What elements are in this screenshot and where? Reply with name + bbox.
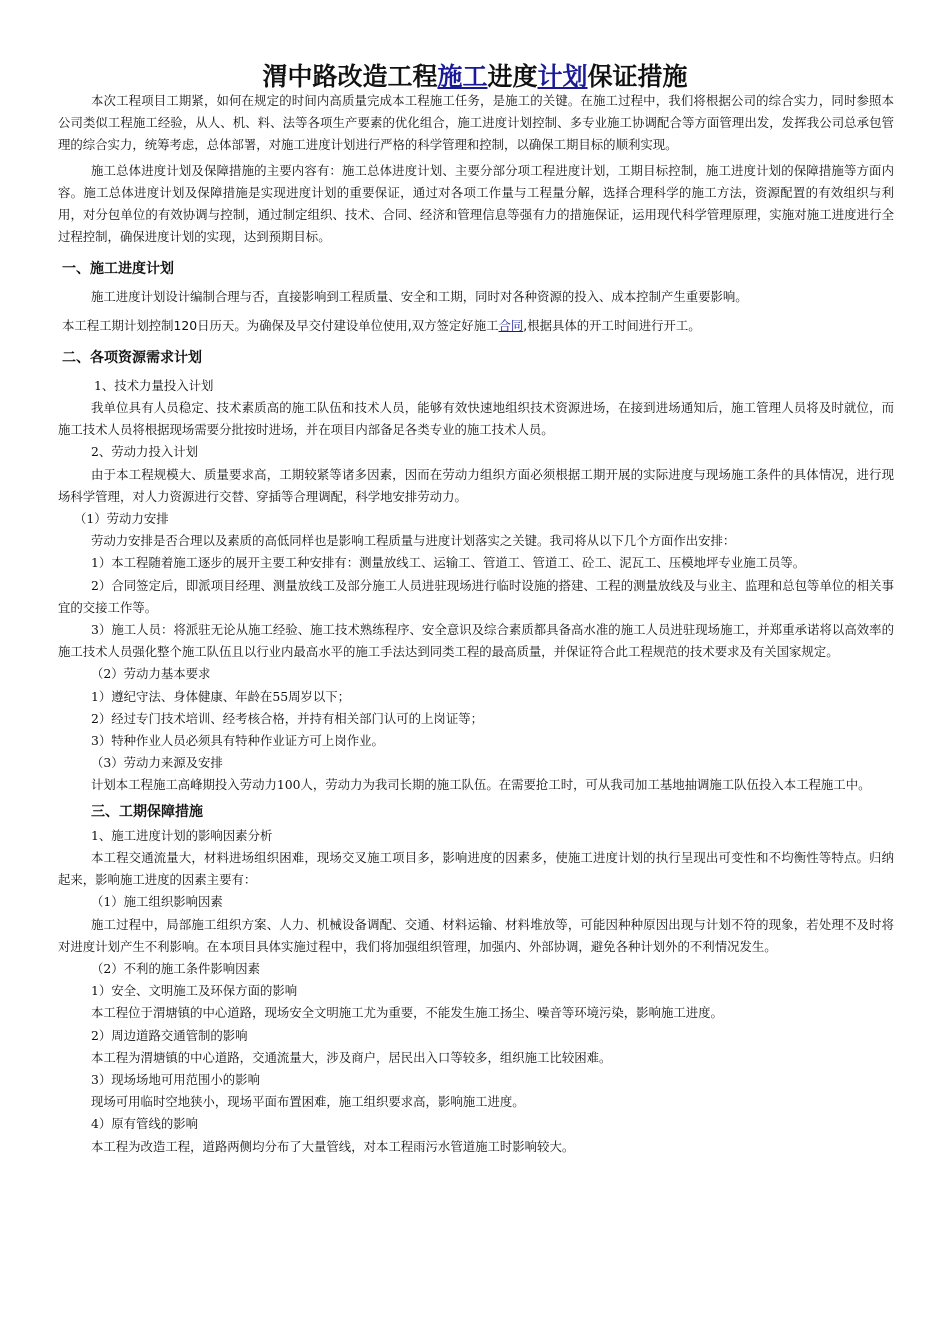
document-body [58, 90, 894, 1158]
page-title [0, 60, 950, 94]
section-3-sub-1-paragraph: 本工程交通流量大，材料进场组织困难，现场交叉施工项目多，影响进度的因素多，使施工进度计划的执行呈现出可变性和不均衡性等特点。归纳起来，影响施工进度的因素主要有： [58, 849, 894, 888]
intro-paragraph-2: 施工总体进度计划及保障措施的主要内容有：施工总体进度计划、主要分部分项工程进度计划，工期目标控制，施工进度计划的保障措施等方面内容。施工总体进度计划及保障措施是实现进度计划的重要保证，通过对各项工作量与工程量分解，选择合理科学的施工方法，资源配置的有效组织与利用，对分包单位的有效协调与控制，通过制定组织、技术、合同、经济和管理信息等强有力的措施保证，运用现代科学管理原理，实施对施工进度进行全过程控制，确保进度计划的实现，达到预期目标。 [58, 162, 894, 245]
labor-source-paragraph: 计划本工程施工高峰期投入劳动力100人，劳动力为我司长期的施工队伍。在需要抢工时，可从我司加工基地抽调施工队伍投入本工程施工中。 [91, 777, 871, 793]
factor-2-title: （2）不利的施工条件影响因素 [91, 960, 260, 976]
labor-arrangement-title: （1）劳动力安排 [74, 511, 169, 527]
title-part-2: 进度 [487, 62, 538, 91]
section-2-sub-1-title: 1、技术力量投入计划 [94, 377, 214, 393]
section-2-sub-2-title: 2、劳动力投入计划 [91, 444, 199, 460]
factor-2-2-paragraph: 本工程为渭塘镇的中心道路，交通流量大，涉及商户，居民出入口等较多，组织施工比较困难。 [91, 1049, 612, 1065]
section-2-heading: 二、各项资源需求计划 [62, 349, 202, 366]
factor-2-1-title: 1）安全、文明施工及环保方面的影响 [91, 983, 298, 999]
section-3-heading: 三、工期保障措施 [91, 803, 203, 820]
labor-arrangement-item-3: 3）施工人员：将派驻无论从施工经验、施工技术熟练程序、安全意识及综合素质都具备高水准的施工人员进驻现场施工，并郑重承诺将以高效率的施工技术人员强化整个施工队伍且以行业内最高水平的施工手法达到同类工程的最高质量，并保证符合此工程规范的技术要求及有关国家规定。 [58, 622, 894, 660]
intro-paragraph-1: 本次工程项目工期紧，如何在规定的时间内高质量完成本工程施工任务，是施工的关键。在施工过程中，我们将根据公司的综合实力，同时参照本公司类似工程施工经验，从人、机、料、法等各项生产要素的优化组合，施工进度计划控制、多专业施工协调配合等方面管理出发，发挥我公司总承包管理的综合实力，统筹考虑，总体部署，对施工进度计划进行严格的科学管理和控制，以确保工期目标的顺利实现。 [58, 93, 894, 153]
section-3-sub-1-title: 1、施工进度计划的影响因素分析 [91, 827, 273, 843]
title-part-3: 保证措施 [587, 62, 688, 91]
labor-requirements-item-1: 1）遵纪守法、身体健康、年龄在55周岁以下； [91, 688, 351, 704]
factor-2-4-title: 4）原有管线的影响 [91, 1116, 199, 1132]
contract-link[interactable]: 合同 [498, 317, 524, 333]
section-1-heading: 一、施工进度计划 [62, 261, 174, 278]
factor-2-1-paragraph: 本工程位于渭塘镇的中心道路，现场安全文明施工尤为重要，不能发生施工扬尘、噪音等环境污染，影响施工进度。 [91, 1005, 723, 1021]
labor-source-title: （3）劳动力来源及安排 [91, 755, 223, 771]
labor-requirements-title: （2）劳动力基本要求 [91, 666, 211, 682]
section-2-sub-2-paragraph: 由于本工程规模大、质量要求高，工期较紧等诸多因素，因而在劳动力组织方面必须根据工期开展的实际进度与现场施工条件的具体情况，进行现场科学管理，对人力资源进行交替、穿插等合理调配，科学地安排劳动力。 [58, 466, 894, 504]
factor-1-title: （1）施工组织影响因素 [91, 894, 223, 910]
section-1-p2-text-a: 本工程工期计划控制120日历天。为确保及早交付建设单位使用,双方签定好施工 [62, 317, 499, 333]
title-link-plan[interactable]: 计划 [537, 62, 588, 91]
title-part-1: 渭中路改造工程 [262, 62, 438, 91]
factor-2-3-title: 3）现场场地可用范围小的影响 [91, 1071, 260, 1087]
labor-arrangement-paragraph: 劳动力安排是否合理以及素质的高低同样也是影响工程质量与进度计划落实之关键。我司将从以下几个方面作出安排： [91, 533, 736, 549]
labor-requirements-item-3: 3）特种作业人员必须具有特种作业证方可上岗作业。 [91, 733, 384, 749]
factor-1-paragraph: 施工过程中，局部施工组织方案、人力、机械设备调配、交通、材料运输、材料堆放等，可能因种种原因出现与计划不符的现象，若处理不及时将对进度计划产生不利影响。在本项目具体实施过程中，我们将加强组织管理，加强内、外部协调，避免各种计划外的不利情况发生。 [58, 916, 894, 954]
labor-requirements-item-2: 2）经过专门技术培训、经考核合格，并持有相关部门认可的上岗证等； [91, 710, 483, 726]
section-1-paragraph-1: 施工进度计划设计编制合理与否，直接影响到工程质量、安全和工期，同时对各种资源的投入、成本控制产生重要影响。 [91, 289, 748, 305]
section-1-p2-text-b: ,根据具体的开工时间进行开工。 [523, 317, 701, 333]
section-2-sub-1-paragraph: 我单位具有人员稳定、技术素质高的施工队伍和技术人员，能够有效快速地组织技术资源进场，在接到进场通知后，施工管理人员将及时就位，而施工技术人员将根据现场需要分批按时进场，并在项目内部备足各类专业的施工技术人员。 [58, 400, 894, 438]
labor-arrangement-item-2: 2）合同签定后，即派项目经理、测量放线工及部分施工人员进驻现场进行临时设施的搭建、工程的测量放线及与业主、监理和总包等单位的相关事宜的交接工作等。 [58, 577, 894, 615]
section-1-paragraph-2 [58, 315, 894, 337]
factor-2-4-paragraph: 本工程为改造工程，道路两侧均分布了大量管线，对本工程雨污水管道施工时影响较大。 [91, 1138, 575, 1154]
title-link-construction[interactable]: 施工 [437, 62, 488, 91]
labor-arrangement-item-1: 1）本工程随着施工逐步的展开主要工种安排有：测量放线工、运输工、管道工、管道工、砼工、泥瓦工、压模地坪专业施工员等。 [91, 555, 806, 571]
factor-2-3-paragraph: 现场可用临时空地狭小，现场平面布置困难，施工组织要求高，影响施工进度。 [91, 1094, 525, 1110]
factor-2-2-title: 2）周边道路交通管制的影响 [91, 1027, 248, 1043]
